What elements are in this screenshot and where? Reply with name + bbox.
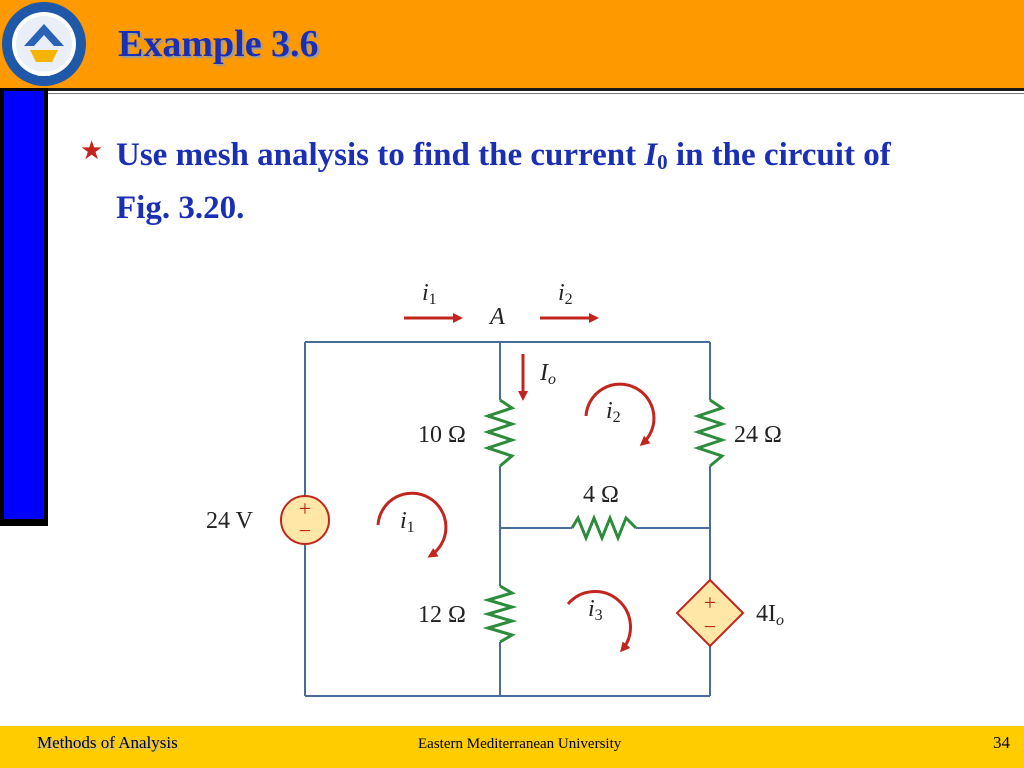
star-icon: ★ — [80, 136, 104, 165]
dependent-voltage-source — [677, 580, 743, 646]
header-divider — [0, 88, 1024, 91]
dep-source-plus: + — [703, 590, 717, 615]
voltage-source — [281, 496, 329, 544]
circuit-wires — [305, 342, 710, 696]
label-io: Io — [540, 360, 556, 388]
header-divider-thin — [48, 93, 1024, 94]
label-resistor-4: 4 Ω — [583, 482, 619, 508]
circuit-diagram — [190, 268, 830, 708]
label-mesh-i1: i1 — [400, 508, 415, 536]
label-resistor-24: 24 Ω — [734, 422, 782, 448]
logo-year: 1979 — [37, 70, 51, 78]
label-resistor-10: 10 Ω — [418, 422, 466, 448]
label-i1-top: i1 — [422, 280, 437, 308]
footer-course-title: Methods of Analysis — [37, 733, 178, 752]
page-number: 34 — [993, 733, 1010, 752]
label-mesh-i3: i3 — [588, 596, 603, 624]
resistor-10-ohm — [488, 400, 512, 466]
footer-university: Eastern Mediterranean University — [418, 736, 622, 752]
sidebar-decoration-inner — [4, 91, 44, 519]
university-seal-icon — [0, 0, 88, 88]
source-plus: + — [298, 496, 312, 521]
dep-source-minus: − — [703, 614, 717, 639]
label-resistor-12: 12 Ω — [418, 602, 466, 628]
resistor-4-ohm — [572, 518, 636, 538]
source-minus: − — [298, 518, 312, 543]
resistor-24-ohm — [698, 400, 722, 466]
resistor-12-ohm — [488, 586, 512, 642]
label-voltage-source: 24 V — [206, 508, 253, 534]
label-dependent-source: 4Io — [756, 601, 784, 629]
bullet-text: Use mesh analysis to find the current $I_0$ in the circuit of Fig. 3.20. — [116, 137, 891, 226]
page-title: Example 3.6 — [118, 23, 319, 65]
label-i2-top: i2 — [558, 280, 573, 308]
node-label-a: A — [490, 304, 505, 330]
label-mesh-i2: i2 — [606, 398, 621, 426]
